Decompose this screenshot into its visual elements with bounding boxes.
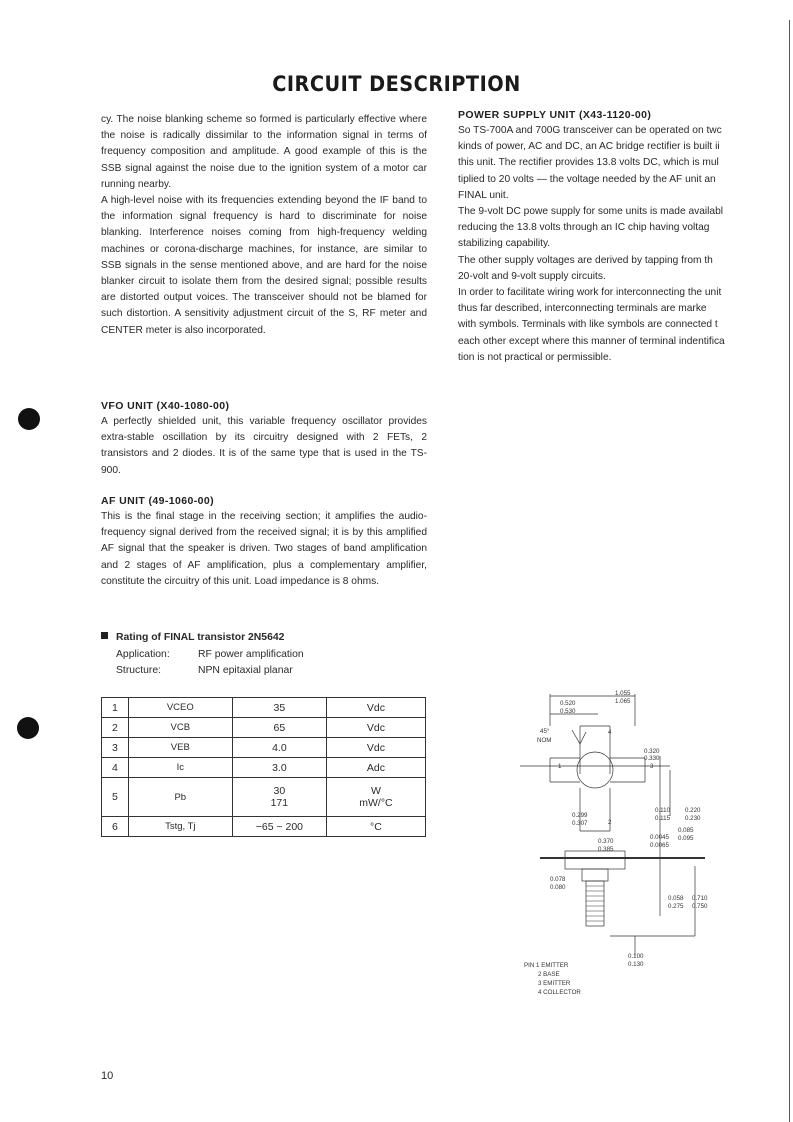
power-line: with symbols. Terminals with like symbols are connected t	[458, 319, 718, 331]
power-line: each other except where this manner of terminal indentifica	[458, 335, 725, 347]
dim-label: 1.065	[615, 698, 631, 705]
row-value: 4.0	[232, 738, 326, 758]
pin-legend: 2 BASE	[538, 971, 560, 978]
power-line: The other supply voltages are derived by tapping from th	[458, 254, 713, 266]
row-value	[232, 778, 326, 817]
dim-label: 0.530	[560, 708, 576, 715]
structure-label: Structure:	[116, 665, 162, 676]
row-unit-derating: mW/°C	[359, 797, 393, 809]
row-unit: Adc	[326, 758, 425, 778]
row-unit: °C	[326, 817, 425, 837]
power-line: tiplied to 20 volts — the voltage needed by the AF unit an	[458, 173, 716, 185]
dim-label: 0.220	[685, 807, 701, 814]
row-symbol: VCB	[128, 718, 232, 738]
row-symbol: VEB	[128, 738, 232, 758]
row-symbol: Pb	[128, 778, 232, 817]
power-line: FINAL unit.	[458, 189, 509, 201]
vfo-section	[101, 398, 427, 479]
row-unit: Vdc	[326, 698, 425, 718]
vfo-body: A perfectly shielded unit, this variable frequency oscillator provides extra-stable oscillation by its circuitry designed with 2 FETs, 2 transistors and 2 diodes. It is of the same type that is used in the TS-900.	[101, 416, 427, 476]
pin-legend: PIN 1 EMITTER	[524, 962, 569, 969]
dim-label: 0.130	[628, 961, 644, 968]
power-line: kinds of power, AC and DC, an AC bridge rectifier is built ii	[458, 141, 720, 153]
dim-label: 0.320	[644, 748, 660, 755]
row-value: −65 ~ 200	[232, 817, 326, 837]
pin-label: 4	[608, 729, 612, 736]
row-number: 3	[102, 738, 129, 758]
power-line: The 9-volt DC powe supply for some units is made availabl	[458, 206, 723, 218]
power-line: stabilizing capability.	[458, 238, 551, 250]
power-line: 20-volt and 9-volt supply circuits.	[458, 270, 606, 282]
angle-label: 45°	[540, 728, 550, 735]
dim-label: 0.275	[668, 903, 684, 910]
pin-label: 2	[608, 819, 612, 826]
structure-value: NPN epitaxial planar	[198, 665, 293, 676]
power-section	[458, 107, 793, 366]
table-row	[102, 698, 426, 718]
dim-label: 0.115	[655, 815, 671, 822]
row-number: 6	[102, 817, 129, 837]
application-label: Application:	[116, 648, 170, 660]
rating-heading: Rating of FINAL transistor 2N5642	[116, 632, 285, 643]
stud-base	[565, 851, 625, 869]
table-row	[102, 758, 426, 778]
row-symbol: Ic	[128, 758, 232, 778]
dim-label: 0.100	[628, 953, 644, 960]
row-value-derating: 171	[270, 797, 289, 809]
dim-label: 0.299	[572, 812, 588, 819]
dim-label: 0.307	[572, 820, 588, 827]
dim-label: 0.0065	[650, 842, 669, 849]
transistor-package-drawing	[520, 686, 720, 1006]
pin-legend: 4 COLLECTOR	[538, 989, 581, 996]
row-number: 4	[102, 758, 129, 778]
dim-label: 0.230	[685, 815, 701, 822]
table-row	[102, 817, 426, 837]
dim-label: 0.710	[692, 895, 708, 902]
row-symbol: VCEO	[128, 698, 232, 718]
punch-hole-bottom	[17, 717, 39, 739]
pin-legend: 3 EMITTER	[538, 980, 571, 987]
dim-label: 0.385	[598, 846, 614, 853]
dim-label: 0.750	[692, 903, 708, 910]
application-value: RF power amplification	[198, 648, 304, 660]
table-row	[102, 738, 426, 758]
dim-label: 0.078	[550, 876, 566, 883]
af-heading: AF UNIT (49-1060-00)	[101, 495, 215, 507]
row-value: 35	[232, 698, 326, 718]
package-body	[577, 752, 613, 788]
row-unit: Vdc	[326, 718, 425, 738]
dim-label: 1.055	[615, 690, 631, 697]
row-symbol: Tstg, Tj	[128, 817, 232, 837]
intro-paragraph: cy. The noise blanking scheme so formed is particularly effective where the noise is radically dissimilar to the information signal in terms of frequency composition and amplitude. A good example of this is the SSB signal against the noise due to the ignition system of a motor car running nearby.	[101, 114, 427, 190]
punch-hole-top	[18, 408, 40, 430]
row-number: 1	[102, 698, 129, 718]
page-title: CIRCUIT DESCRIPTION	[272, 72, 521, 96]
page-number: 10	[101, 1070, 114, 1082]
dim-label: 0.095	[678, 835, 694, 842]
row-unit-main: W	[370, 785, 381, 797]
af-section	[101, 493, 427, 590]
rating-table	[101, 697, 426, 837]
threaded-stud	[586, 881, 604, 926]
power-line: reducing the 13.8 volts through an IC chip having voltag	[458, 222, 710, 234]
vfo-heading: VFO UNIT (X40-1080-00)	[101, 400, 230, 412]
row-value-main: 30	[273, 785, 286, 797]
row-unit: Vdc	[326, 738, 425, 758]
bullet-icon	[101, 632, 108, 639]
nom-label: NOM	[537, 737, 552, 744]
dim-label: 0.080	[550, 884, 566, 891]
angle-mark	[572, 730, 586, 744]
row-number: 5	[102, 778, 129, 817]
power-line: tion is not practical or permissible.	[458, 351, 612, 363]
power-line: So TS-700A and 700G transceiver can be operated on twc	[458, 125, 722, 136]
pin-label: 1	[558, 763, 562, 770]
power-line: thus far described, interconnecting terminals are marke	[458, 303, 707, 315]
row-value: 3.0	[232, 758, 326, 778]
dim-label: 0.520	[560, 700, 576, 707]
dim-label: 0.085	[678, 827, 694, 834]
dim-label: 0.330	[644, 755, 660, 762]
row-number: 2	[102, 718, 129, 738]
power-line: In order to facilitate wiring work for interconnecting the unit	[458, 287, 722, 299]
row-unit	[326, 778, 425, 817]
dim-label: 0.0045	[650, 834, 669, 841]
power-heading: POWER SUPPLY UNIT (X43-1120-00)	[458, 109, 652, 121]
intro-paragraph: A high-level noise with its frequencies extending beyond the IF band to the information signal frequency is hard to discriminate for noise blanking. Interference noises coming from high-frequency welding machines or corona-discharge machines, for instance, are similar to SSB signals in the sense mentioned above, and are hard for the noise blanker circuit to isolate them from the desired signal; possible results are distorted output voices. The transceiver should not be blamed for such distortion. A sensitivity adjustment circuit of the S, RF meter and CENTER meter is also incorporated.	[101, 195, 427, 336]
pin-label: 3	[650, 763, 654, 770]
power-line: this unit. The rectifier provides 13.8 volts DC, which is mul	[458, 157, 719, 169]
transistor-rating	[101, 630, 304, 680]
table-row	[102, 778, 426, 817]
af-body: This is the final stage in the receiving section; it amplifies the audio-frequency signal derived from the received signal; it is by this amplified AF signal that the speaker is driven. Two stages of band amplification and 2 stages of AF amplification, plus a complementary amplifier, constitute the circuitry of this unit. Load impedance is 8 ohms.	[101, 511, 427, 587]
dim-label: 0.058	[668, 895, 684, 902]
dim-label: 0.110	[655, 807, 671, 814]
intro-text	[101, 112, 427, 339]
table-row	[102, 718, 426, 738]
row-value: 65	[232, 718, 326, 738]
dim-label: 0.370	[598, 838, 614, 845]
